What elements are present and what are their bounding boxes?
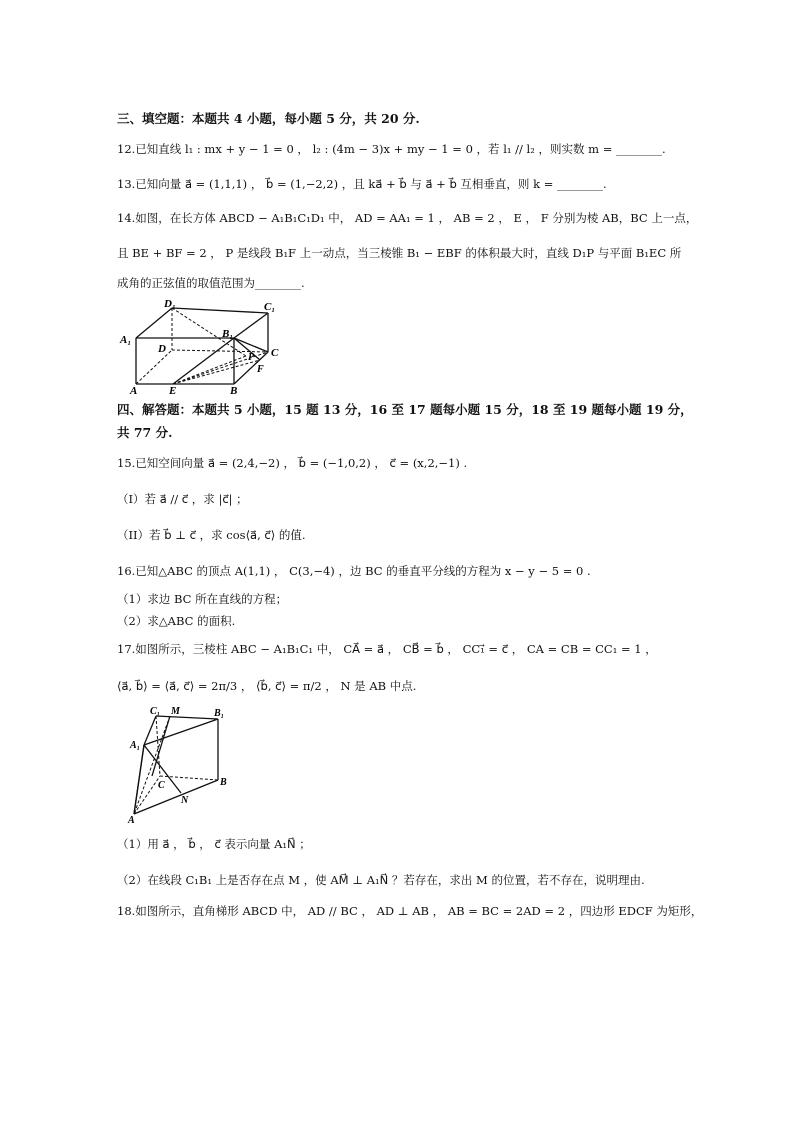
label-D: D: [158, 343, 166, 355]
label-E: E: [169, 385, 177, 397]
question-18: 18.如图所示，直角梯形 ABCD 中， AD // BC ， AD ⊥ AB ， AB = BC = 2AD = 2 ，四边形 EDCF 为矩形，: [117, 904, 703, 918]
question-14-line2: 且 BE + BF = 2 ， P 是线段 B₁F 上一动点，当三棱锥 B₁ − EBF 的体积最大时，直线 D₁P 与平面 B₁EC 所: [117, 246, 682, 260]
label-C: C: [271, 347, 279, 359]
label-B1: B₁: [222, 328, 234, 340]
question-14-line1: 14.如图，在长方体 ABCD − A₁B₁C₁D₁ 中， AD = AA₁ = 1 ， AB = 2 ， E ， F 分别为棱 AB，BC 上一点，: [117, 211, 698, 225]
question-13: 13.已知向量 a⃗ = (1,1,1) ， b⃗ = (1,−2,2) ，且 ka⃗ + b⃗ 与 a⃗ + b⃗ 互相垂直，则 k = ________.: [117, 177, 607, 191]
question-16: 16.已知△ABC 的顶点 A(1,1) ， C(3,−4) ，边 BC 的垂直平分线的方程为 x − y − 5 = 0 .: [117, 564, 591, 578]
section3-header: 三、填空题：本题共 4 小题，每小题 5 分，共 20 分.: [117, 111, 420, 126]
question-14-line3: 成角的正弦值的取值范围为________.: [117, 276, 305, 290]
label-C: C: [158, 780, 165, 791]
question-12: 12.已知直线 l₁ : mx + y − 1 = 0 ， l₂ : (4m − 3)x + my − 1 = 0 ，若 l₁ // l₂ ，则实数 m = ________.: [117, 142, 666, 156]
question-17-line1: 17.如图所示，三棱柱 ABC − A₁B₁C₁ 中， CA⃗ = a⃗ ， CB⃗ = b⃗ ， CC₁⃗ = c⃗ ， CA = CB = CC₁ = 1 ，: [117, 642, 657, 656]
label-F: F: [257, 364, 264, 375]
label-D1: D₁: [164, 298, 176, 310]
question-16-part2: （2）求△ABC 的面积.: [117, 614, 236, 628]
label-A1: A₁: [120, 334, 132, 346]
prism-figure: [126, 704, 238, 826]
question-17-line2: ⟨a⃗, b⃗⟩ = ⟨a⃗, c⃗⟩ = 2π/3 ， ⟨b⃗, c⃗⟩ = π/2 ， N 是 AB 中点.: [117, 679, 417, 693]
question-17-part2: （2）在线段 C₁B₁ 上是否存在点 M ，使 AM⃗ ⊥ A₁N⃗ ？若存在，求出 M 的位置，若不存在，说明理由.: [117, 873, 645, 887]
label-B: B: [220, 777, 227, 788]
section4-header-line1: 四、解答题：本题共 5 小题，15 题 13 分，16 至 17 题每小题 15 分，18 至 19 题每小题 19 分，: [117, 402, 693, 417]
cuboid-figure: [118, 298, 288, 398]
label-N: N: [181, 795, 189, 806]
label-C1: C₁: [150, 706, 161, 717]
label-A: A: [128, 815, 135, 826]
label-P: P: [248, 352, 255, 363]
question-16-part1: （1）求边 BC 所在直线的方程；: [117, 592, 288, 606]
label-A1: A₁: [130, 740, 141, 751]
label-A: A: [130, 385, 138, 397]
label-M: M: [171, 706, 180, 717]
question-15-part2: （II）若 b⃗ ⊥ c⃗ ，求 cos⟨a⃗, c⃗⟩ 的值.: [117, 528, 306, 542]
question-15: 15.已知空间向量 a⃗ = (2,4,−2) ， b⃗ = (−1,0,2) ， c⃗ = (x,2,−1) .: [117, 456, 468, 470]
label-B1: B₁: [214, 708, 225, 719]
question-15-part1: （I）若 a⃗ // c⃗ ，求 |c⃗| ；: [117, 492, 248, 506]
label-B: B: [230, 385, 238, 397]
section4-header-line2: 共 77 分.: [117, 425, 173, 440]
question-17-part1: （1）用 a⃗ ， b⃗ ， c⃗ 表示向量 A₁N⃗ ；: [117, 837, 311, 851]
label-C1: C₁: [264, 301, 276, 313]
